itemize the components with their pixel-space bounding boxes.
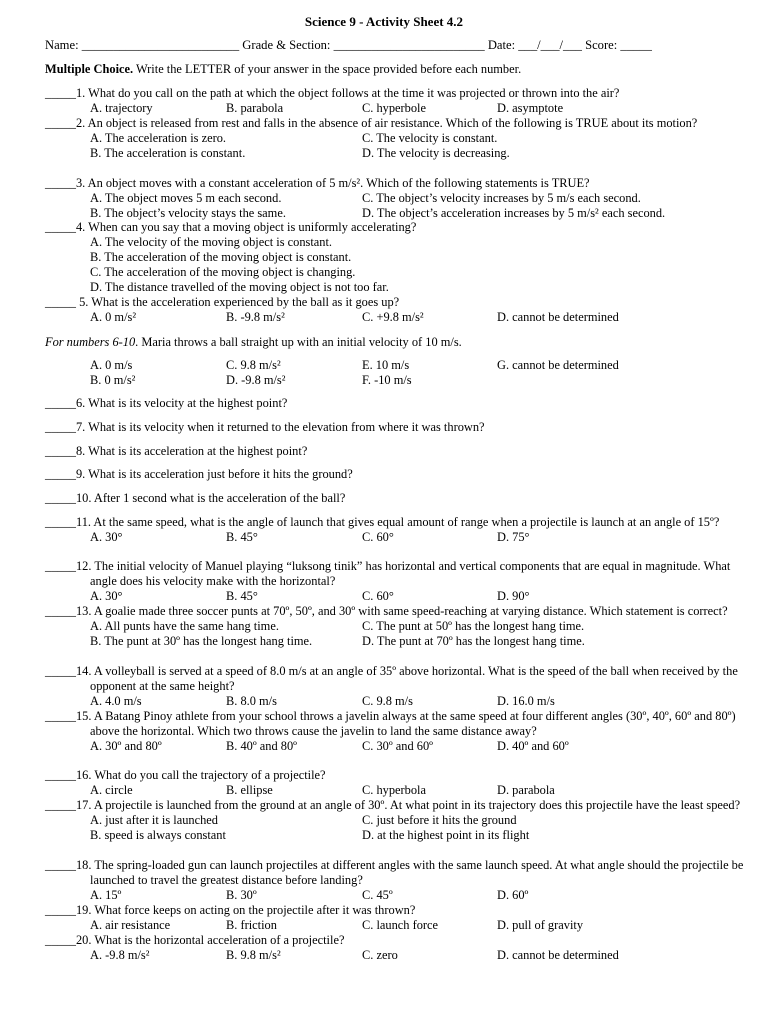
question-6: _____6. What is its velocity at the highest point? — [45, 396, 288, 410]
choice-d: D. 16.0 m/s — [497, 694, 555, 708]
question-stem: _____18. The spring-loaded gun can launch projectiles at different angles with the same launch speed. At what angle should the projectile be launched to travel the greatest distance before landing? — [45, 858, 744, 887]
choice-a: A. The velocity of the moving object is constant. — [90, 235, 333, 249]
choice-e: E. 10 m/s — [362, 358, 410, 372]
question-18 — [45, 858, 745, 903]
question-stem: _____15. A Batang Pinoy athlete from your school throws a javelin always at the same speed at four different angles (30º, 40º, 60º and 80º) above the horizontal. Which two throws cause the javelin to land the same distance away? — [45, 709, 736, 738]
choice-b: B. 30º — [226, 888, 257, 902]
choice-d: D. asymptote — [497, 101, 564, 115]
question-1 — [45, 86, 745, 116]
question-stem: _____17. A projectile is launched from the ground at an angle of 30º. At what point in its trajectory does this projectile have the least speed? — [45, 798, 741, 812]
question-3 — [45, 176, 745, 221]
question-4 — [45, 220, 745, 295]
choice-c: C. The velocity is constant. — [362, 131, 498, 145]
choice-b: B. 8.0 m/s — [226, 694, 277, 708]
choice-a: A. air resistance — [90, 918, 171, 932]
question-2 — [45, 116, 745, 161]
choice-b: B. 45° — [226, 530, 258, 544]
question-17 — [45, 798, 745, 843]
choice-b: B. The punt at 30º has the longest hang time. — [90, 634, 313, 648]
choice-a: A. -9.8 m/s² — [90, 948, 150, 962]
student-info-line[interactable]: Name: _________________________ Grade & Section: ________________________ Date: ___/___/___ Score: _____ — [45, 38, 652, 52]
choice-b: B. ellipse — [226, 783, 273, 797]
choice-d: D. at the highest point in its flight — [362, 828, 530, 842]
choice-c: C. 45º — [362, 888, 393, 902]
choice-c: C. 60° — [362, 530, 394, 544]
choice-c: C. launch force — [362, 918, 439, 932]
question-12 — [45, 559, 745, 604]
question-9: _____9. What is its acceleration just before it hits the ground? — [45, 467, 353, 481]
choice-b: B. The acceleration of the moving object is constant. — [90, 250, 352, 264]
choice-a: A. 30° — [90, 530, 123, 544]
choice-c: C. The object’s velocity increases by 5 m/s each second. — [362, 191, 641, 205]
question-stem: _____19. What force keeps on acting on the projectile after it was thrown? — [45, 903, 416, 917]
question-stem: _____ 5. What is the acceleration experienced by the ball as it goes up? — [45, 295, 400, 309]
choice-c: C. 9.8 m/s — [362, 694, 413, 708]
question-13 — [45, 604, 745, 649]
choice-b: B. 40º and 80º — [226, 739, 298, 753]
question-8: _____8. What is its acceleration at the highest point? — [45, 444, 308, 458]
question-14 — [45, 664, 745, 709]
question-15 — [45, 709, 745, 754]
choice-c: C. zero — [362, 948, 398, 962]
choice-b: B. friction — [226, 918, 277, 932]
choice-c: C. hyperbole — [362, 101, 427, 115]
choice-d: D. 75° — [497, 530, 530, 544]
choice-a: A. trajectory — [90, 101, 153, 115]
instructions-text: Write the LETTER of your answer in the space provided before each number. — [133, 62, 522, 76]
choice-d: D. pull of gravity — [497, 918, 584, 932]
choice-d: D. The velocity is decreasing. — [362, 146, 510, 160]
choice-c: C. hyperbola — [362, 783, 427, 797]
choice-c: C. 9.8 m/s² — [226, 358, 281, 372]
choice-b: B. The acceleration is constant. — [90, 146, 246, 160]
choice-c: C. 60° — [362, 589, 394, 603]
question-5 — [45, 295, 745, 325]
set-label: For numbers 6-10 — [45, 335, 136, 349]
choice-d: D. The punt at 70º has the longest hang time. — [362, 634, 585, 648]
choice-d: D. cannot be determined — [497, 948, 619, 962]
choice-d: D. 40º and 60º — [497, 739, 569, 753]
set-text: . Maria throws a ball straight up with an initial velocity of 10 m/s. — [135, 335, 462, 349]
question-7: _____7. What is its velocity when it returned to the elevation from where it was thrown? — [45, 420, 485, 434]
question-stem: _____4. When can you say that a moving object is uniformly accelerating? — [45, 220, 417, 234]
question-stem: _____20. What is the horizontal acceleration of a projectile? — [45, 933, 345, 947]
choice-a: A. 0 m/s — [90, 358, 133, 372]
choice-a: A. just after it is launched — [90, 813, 219, 827]
question-11 — [45, 515, 745, 545]
choice-g: G. cannot be determined — [497, 358, 619, 372]
choice-a: A. 15º — [90, 888, 122, 902]
choice-d: D. The object’s acceleration increases by 5 m/s² each second. — [362, 206, 666, 220]
choice-b: B. 45° — [226, 589, 258, 603]
choice-a: A. The acceleration is zero. — [90, 131, 227, 145]
question-19 — [45, 903, 745, 933]
sheet-title: Science 9 - Activity Sheet 4.2 — [304, 14, 464, 29]
choice-d: D. 60º — [497, 888, 529, 902]
choice-c: C. 30º and 60º — [362, 739, 434, 753]
choice-d: D. parabola — [497, 783, 555, 797]
choice-c: C. just before it hits the ground — [362, 813, 517, 827]
choice-d: D. -9.8 m/s² — [226, 373, 286, 387]
choice-c: C. The punt at 50º has the longest hang time. — [362, 619, 585, 633]
choice-b: B. speed is always constant — [90, 828, 226, 842]
question-16 — [45, 768, 745, 798]
question-stem: _____16. What do you call the trajectory of a projectile? — [45, 768, 326, 782]
choice-d: D. 90° — [497, 589, 530, 603]
set-instructions — [45, 335, 745, 350]
choice-c: C. The acceleration of the moving object is changing. — [90, 265, 356, 279]
choice-b: B. 0 m/s² — [90, 373, 136, 387]
choice-b: B. The object’s velocity stays the same. — [90, 206, 286, 220]
choice-b: B. 9.8 m/s² — [226, 948, 281, 962]
question-stem: _____3. An object moves with a constant acceleration of 5 m/s². Which of the following statements is TRUE? — [45, 176, 590, 190]
question-20 — [45, 933, 745, 963]
choice-b: B. parabola — [226, 101, 284, 115]
choice-a: A. 30º and 80º — [90, 739, 162, 753]
choice-d: D. The distance travelled of the moving object is not too far. — [90, 280, 389, 294]
choice-a: A. 4.0 m/s — [90, 694, 142, 708]
question-10: _____10. After 1 second what is the acceleration of the ball? — [45, 491, 346, 505]
question-stem: _____2. An object is released from rest and falls in the absence of air resistance. Which of the following is TRUE about its motion? — [45, 116, 698, 130]
choice-c: C. +9.8 m/s² — [362, 310, 424, 324]
instructions-label: Multiple Choice. — [45, 62, 134, 76]
question-stem: _____11. At the same speed, what is the angle of launch that gives equal amount of range when a projectile is launch at an angle of 15º? — [45, 515, 720, 529]
choice-a: A. All punts have the same hang time. — [90, 619, 279, 633]
instructions — [45, 62, 735, 77]
choice-a: A. 30° — [90, 589, 123, 603]
choice-a: A. 0 m/s² — [90, 310, 137, 324]
question-stem: _____12. The initial velocity of Manuel playing “luksong tinik” has horizontal and vertical components that are equal in magnitude. What angle does his velocity make with the horizontal? — [45, 559, 731, 588]
question-stem: _____13. A goalie made three soccer punts at 70º, 50º, and 30º with same speed-reaching at varying distance. Which statement is correct? — [45, 604, 728, 618]
choice-b: B. -9.8 m/s² — [226, 310, 285, 324]
choice-a: A. The object moves 5 m each second. — [90, 191, 282, 205]
question-stem: _____1. What do you call on the path at which the object follows at the time it was projected or thrown into the air? — [45, 86, 620, 100]
question-stem: _____14. A volleyball is served at a speed of 8.0 m/s at an angle of 35º above horizontal. What is the speed of the ball when received by the opponent at the same height? — [45, 664, 738, 693]
choice-f: F. -10 m/s — [362, 373, 412, 387]
choice-a: A. circle — [90, 783, 133, 797]
choice-d: D. cannot be determined — [497, 310, 619, 324]
shared-choices — [45, 358, 745, 388]
